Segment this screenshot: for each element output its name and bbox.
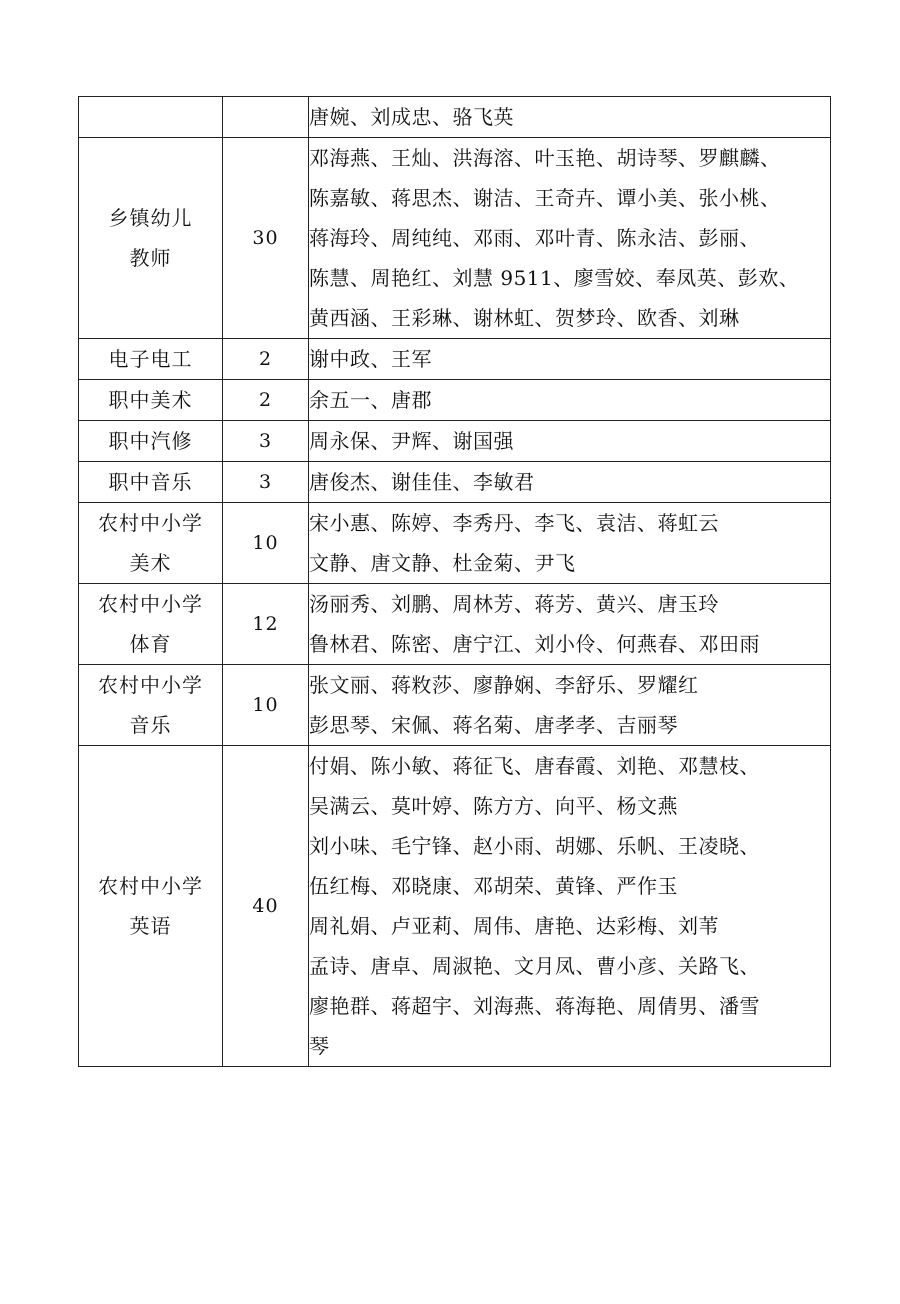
subject-cell [79,503,223,584]
names-cell [309,746,831,1067]
names-cell [309,339,831,380]
names-line: 谢中政、王军 [309,347,432,371]
subject-cell [79,746,223,1067]
subject-text: 农村中小学 [98,511,203,535]
quota-count-cell: 30 [223,138,309,339]
names-cell [309,462,831,503]
quota-count-cell: 10 [223,665,309,746]
names-line: 周永保、尹辉、谢国强 [309,429,514,453]
names-line: 廖艳群、蒋超宇、刘海燕、蒋海艳、周倩男、潘雪 [309,994,760,1018]
subject-cell [79,421,223,462]
names-line: 蒋海玲、周纯纯、邓雨、邓叶青、陈永洁、彭丽、 [309,226,760,250]
subject-cell [79,97,223,138]
names-line: 汤丽秀、刘鹏、周林芳、蒋芳、黄兴、唐玉玲 [309,592,719,616]
table-row [79,665,831,746]
names-cell [309,584,831,665]
names-line: 黄西涵、王彩琳、谢林虹、贺梦玲、欧香、刘琳 [309,306,740,330]
quota-count-cell: 2 [223,380,309,421]
names-line: 邓海燕、王灿、洪海溶、叶玉艳、胡诗琴、罗麒麟、 [309,146,781,170]
table-row [79,584,831,665]
table-row [79,97,831,138]
table-row [79,503,831,584]
quota-count-cell: 12 [223,584,309,665]
quota-count-cell: 10 [223,503,309,584]
quota-count-cell: 3 [223,421,309,462]
subject-text: 职中美术 [108,388,193,412]
table-row [79,421,831,462]
names-line: 宋小惠、陈婷、李秀丹、李飞、袁洁、蒋虹云 [309,511,719,535]
subject-cell [79,462,223,503]
subject-text: 职中汽修 [108,429,193,453]
roster-body [79,97,831,1067]
names-cell [309,138,831,339]
table-row [79,339,831,380]
names-line: 文静、唐文静、杜金菊、尹飞 [309,551,576,575]
names-cell [309,503,831,584]
subject-cell [79,339,223,380]
names-line: 余五一、唐郡 [309,388,432,412]
quota-count-cell: 2 [223,339,309,380]
table-row [79,462,831,503]
subject-text: 农村中小学 [98,874,203,898]
names-cell [309,665,831,746]
names-line: 鲁林君、陈密、唐宁江、刘小伶、何燕春、邓田雨 [309,632,760,656]
names-line: 琴 [309,1034,330,1058]
subject-cell [79,665,223,746]
names-line: 付娟、陈小敏、蒋征飞、唐春霞、刘艳、邓慧枝、 [309,754,760,778]
subject-text: 英语 [129,914,172,938]
table-row [79,380,831,421]
names-cell [309,97,831,138]
subject-text: 音乐 [129,713,172,737]
table-row [79,138,831,339]
names-line: 孟诗、唐卓、周淑艳、文月凤、曹小彦、关路飞、 [309,954,760,978]
table-row [79,746,831,1067]
names-line: 陈嘉敏、蒋思杰、谢洁、王奇卉、谭小美、张小桃、 [309,186,781,210]
subject-text: 农村中小学 [98,592,203,616]
subject-text: 美术 [129,551,172,575]
subject-text: 农村中小学 [98,673,203,697]
quota-count-cell: 40 [223,746,309,1067]
names-line: 彭思琴、宋佩、蒋名菊、唐孝孝、吉丽琴 [309,713,678,737]
subject-text: 教师 [129,246,172,270]
subject-text: 职中音乐 [108,470,193,494]
names-line: 陈慧、周艳红、刘慧 9511、廖雪姣、奉凤英、彭欢、 [309,266,800,290]
quota-count-cell [223,97,309,138]
names-line: 伍红梅、邓晓康、邓胡荣、黄锋、严作玉 [309,874,678,898]
subject-cell [79,380,223,421]
names-line: 唐俊杰、谢佳佳、李敏君 [309,470,535,494]
names-cell [309,421,831,462]
names-line: 唐婉、刘成忠、骆飞英 [309,105,514,129]
subject-text: 电子电工 [108,347,193,371]
names-line: 刘小味、毛宁锋、赵小雨、胡娜、乐帆、王凌晓、 [309,834,760,858]
subject-cell [79,584,223,665]
quota-count-cell: 3 [223,462,309,503]
subject-cell [79,138,223,339]
teacher-roster-table [78,96,831,1067]
names-line: 吴满云、莫叶婷、陈方方、向平、杨文燕 [309,794,678,818]
subject-text: 体育 [129,632,172,656]
names-line: 周礼娟、卢亚莉、周伟、唐艳、达彩梅、刘苇 [309,914,719,938]
subject-text: 乡镇幼儿 [108,206,193,230]
names-cell [309,380,831,421]
names-line: 张文丽、蒋敉莎、廖静娴、李舒乐、罗耀红 [309,673,699,697]
